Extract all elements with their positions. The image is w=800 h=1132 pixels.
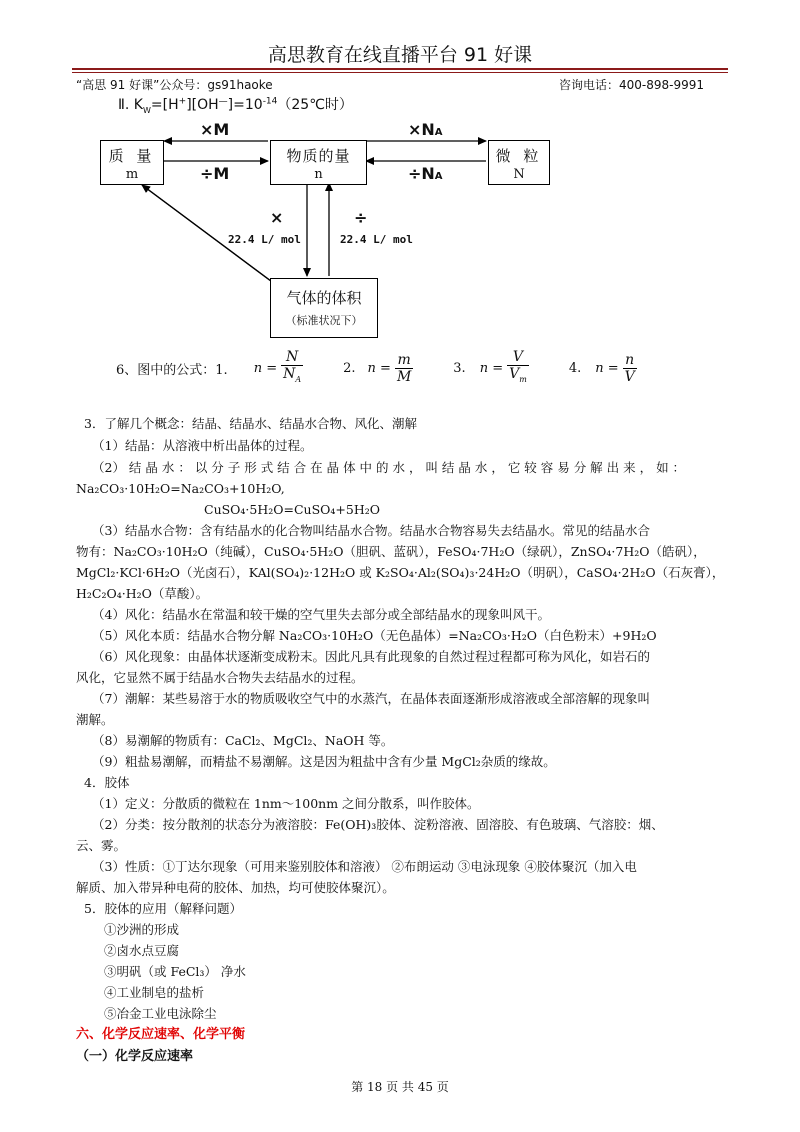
page-footer: 第 18 页 共 45 页 [351,1080,449,1094]
text-line: 3．了解几个概念：结晶、结晶水、结晶水合物、风化、潮解 [84,416,417,431]
text-line: （5）风化本质：结晶水合物分解 Na₂CO₃·10H₂O（无色晶体）=Na₂CO₃·H₂O（白色粉末）+9H₂O [92,628,657,643]
op-sub: A [434,171,443,182]
kw-sup: -14 [262,96,278,107]
text-line: （7）潮解：某些易溶于水的物质吸收空气中的水蒸汽，在晶体表面逐渐形成溶液或全部溶解的现象叫 [92,691,650,706]
text-line: 风化，它显然不属于结晶水合物失去结晶水的过程。 [76,670,364,685]
box-amount-of-substance [270,140,367,185]
op-text: ÷N [408,164,435,183]
formula-2-fraction [395,352,413,385]
molar-volume-right: 22.4 L/ mol [340,233,413,246]
formula-3-number: 3. [453,360,466,376]
formula-intro: 6、图中的公式：1. [116,362,228,378]
formula-3-fraction [507,349,529,388]
text-line: （2）分类：按分散剂的状态分为液溶胶：Fe(OH)₃胶体、淀粉溶液、固溶胶、有色玻璃、气溶胶：烟、 [92,817,664,832]
formula-3-numerator: V [507,349,529,366]
text-line: （6）风化现象：由晶体状逐渐变成粉末。因此凡具有此现象的自然过程过程都可称为风化，如岩石的 [92,649,650,664]
kw-sup: — [218,96,228,107]
op-text: ×N [408,120,435,139]
op-divide-M: ÷M [200,164,230,183]
box-mass-label: 质 量 [108,147,156,165]
formula-4-numerator: n [623,352,637,369]
formula-2-lhs: n = [367,360,391,376]
text-line: CuSO₄·5H₂O=CuSO₄+5H₂O [204,502,381,517]
text-line: （4）风化：结晶水在常温和较干燥的空气里失去部分或全部结晶水的现象叫风干。 [92,607,550,622]
text-line: H₂C₂O₄·H₂O（草酸）。 [76,586,209,601]
text-line: ①沙洲的形成 [104,922,180,937]
op-divide-vm: ÷ [354,208,368,227]
text-line: ⑤冶金工业电泳除尘 [104,1006,217,1021]
text-line: 解质、加入带异种电荷的胶体、加热，均可使胶体聚沉）。 [76,880,395,895]
box-mass [100,140,164,185]
box-mol-symbol: n [314,167,323,182]
section-heading: 六、化学反应速率、化学平衡 [76,1027,246,1042]
formula-1-numerator: N [281,349,303,366]
text-line: 云、雾。 [76,838,127,853]
op-multiply-NA [408,120,443,139]
text-line: （3）性质：①丁达尔现象（可用来鉴别胶体和溶液） ②布朗运动 ③电泳现象 ④胶体聚沉（加入电 [92,859,637,874]
text-line: 4．胶体 [84,775,130,790]
subsection-heading: （一）化学反应速率 [76,1049,194,1064]
kw-text: （25℃时） [277,97,353,113]
formula-4-lhs: n = [595,360,619,376]
text-line: MgCl₂·KCl·6H₂O（光卤石），KAl(SO₄)₂·12H₂O 或 K₂SO₄·Al₂(SO₄)₃·24H₂O（明矾），CaSO₄·2H₂O（石灰膏）， [76,565,725,580]
text-line: （8）易潮解的物质有：CaCl₂、MgCl₂、NaOH 等。 [92,733,394,748]
kw-text: ]=10 [227,97,263,113]
text-line: （1）定义：分散质的微粒在 1nm～100nm 之间分散系，叫作胶体。 [92,796,480,811]
text-line: Na₂CO₃·10H₂O=Na₂CO₃+10H₂O, [76,481,285,496]
text-line: （9）粗盐易潮解，而精盐不易潮解。这是因为粗盐中含有少量 MgCl₂杂质的缘故。 [92,754,556,769]
formula-1-sub: A [295,374,302,384]
formula-2-numerator: m [395,352,413,369]
op-sub: A [434,127,443,138]
op-multiply-vm: × [270,208,284,227]
op-divide-NA [408,164,443,183]
formula-3-lhs: n = [479,360,504,376]
formula-2-number: 2. [343,360,356,376]
text-line: 潮解。 [76,712,114,727]
text-line: 5．胶体的应用（解释问题） [84,901,242,916]
formula-3-sub: m [519,374,527,384]
box-gas-note: （标准状况下） [285,314,363,327]
text-line: ③明矾（或 FeCl₃） 净水 [104,964,246,979]
box-particles-label: 微 粒 [495,147,543,165]
kw-sup: + [178,96,187,107]
box-gas-label: 气体的体积 [286,289,362,307]
formula-4-denominator: V [624,368,635,385]
formula-1-fraction [281,349,303,388]
page-header-title: 高思教育在线直播平台 91 好课 [267,44,533,66]
kw-text: ][OH [186,97,219,113]
box-mass-symbol: m [125,167,139,182]
op-multiply-M: ×M [200,120,230,139]
box-particles [488,140,550,185]
kw-text: Ⅱ. K [118,97,143,113]
formula-3-denominator: V [509,365,520,382]
header-phone: 咨询电话：400-898-9991 [558,78,704,92]
text-line: ④工业制皂的盐析 [104,985,205,1000]
formula-1-lhs: n = [253,360,278,376]
box-mol-label: 物质的量 [286,147,351,165]
formula-row [116,348,637,388]
header-wechat-account: “高思 91 好课”公众号：gs91haoke [76,78,273,92]
text-line: （3）结晶水合物：含有结晶水的化合物叫结晶水合物。结晶水合物容易失去结晶水。常见的结晶水合 [92,523,650,538]
box-gas-volume [270,278,378,338]
text-line: 物有：Na₂CO₃·10H₂O（纯碱），CuSO₄·5H₂O（胆矾、蓝矾），FeSO₄·7H₂O（绿矾），ZnSO₄·7H₂O（皓矾）， [76,544,706,559]
text-line: （1）结晶：从溶液中析出晶体的过程。 [92,438,313,453]
formula-1-denominator: N [283,365,296,382]
kw-sub: W [142,105,151,115]
box-particles-symbol: N [513,167,525,182]
text-line: （2） 结 晶 水 ： 以 分 子 形 式 结 合 在 晶 体 中 的 水 ， 叫 结 晶 水 ， 它 较 容 易 分 解 出 来 ， 如 ： [92,460,686,475]
text-line: ②卤水点豆腐 [104,943,180,958]
molar-volume-left: 22.4 L/ mol [228,233,301,246]
formula-4-fraction [623,352,637,385]
kw-text: =[H [150,97,179,113]
formula-4-number: 4. [568,360,582,376]
formula-2-denominator: M [396,368,412,385]
